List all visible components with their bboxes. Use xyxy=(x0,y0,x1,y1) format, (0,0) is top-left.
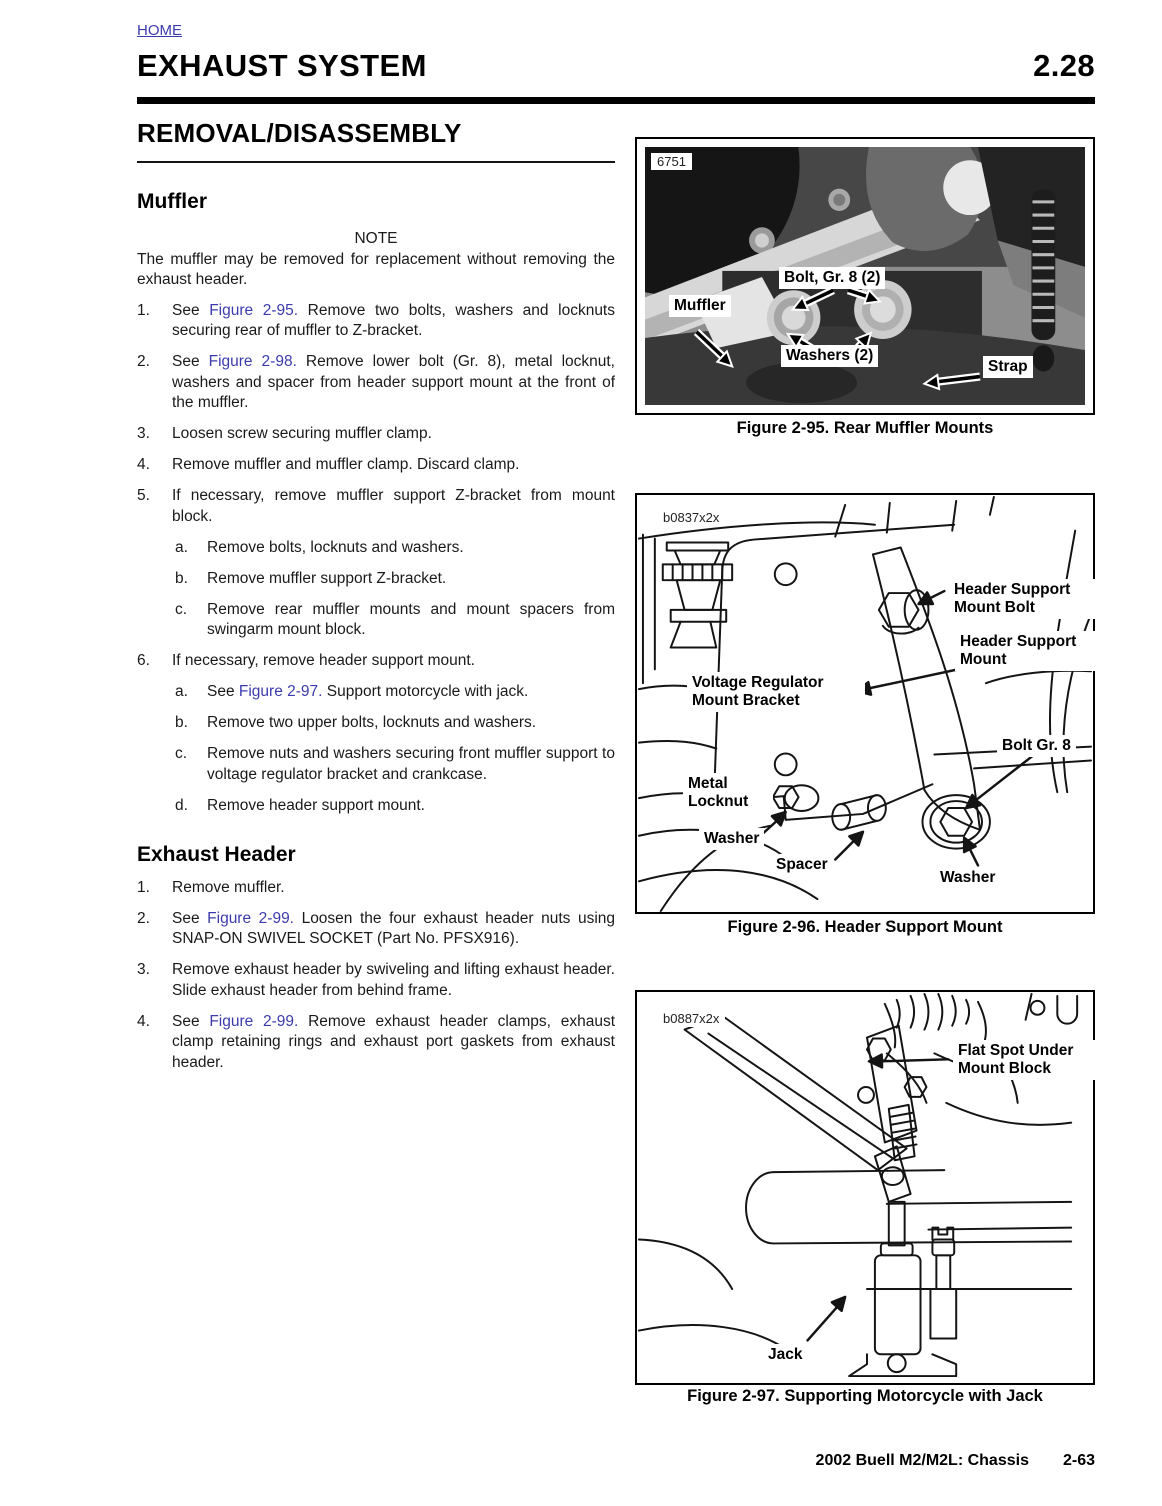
drawing-id-label: b0837x2x xyxy=(657,509,725,526)
callout-bolt-gr8: Bolt, Gr. 8 (2) xyxy=(779,267,885,289)
step-text: Remove header support mount. xyxy=(207,796,425,814)
figure-2-95-caption: Figure 2-95. Rear Muffler Mounts xyxy=(736,419,994,437)
callout-flat-spot-under-mount-block: Flat Spot Under Mount Block xyxy=(953,1040,1113,1080)
figure-2-95 xyxy=(635,137,1095,415)
step-text: Remove exhaust header by swiveling and lifting exhaust header. Slide exhaust header from behind frame. xyxy=(172,961,615,999)
substep xyxy=(175,569,615,590)
substep xyxy=(175,600,615,641)
note-label: NOTE xyxy=(354,230,398,247)
step-text: If necessary, remove muffler support Z-bracket from mount block. xyxy=(172,487,615,525)
figure-reference-link[interactable]: Figure 2-97. xyxy=(238,683,323,700)
subsection-heading-exhaust-header: Exhaust Header xyxy=(137,843,296,866)
callout-header-support-mount: Header Support Mount xyxy=(955,631,1105,671)
callout-metal-locknut: Metal Locknut xyxy=(683,773,773,813)
list-marker: a. xyxy=(175,538,188,556)
page-title: EXHAUST SYSTEM xyxy=(137,48,427,83)
step-text: Remove nuts and washers securing front muffler support to voltage regulator bracket and crankcase. xyxy=(207,745,615,783)
step-text: Loosen screw securing muffler clamp. xyxy=(172,425,432,442)
step-text: See Figure 2-97. Support motorcycle with jack. xyxy=(207,683,529,700)
figure-reference-link[interactable]: Figure 2-98. xyxy=(208,353,297,370)
substep xyxy=(175,538,615,559)
substep-group xyxy=(175,682,615,816)
step xyxy=(137,352,615,414)
substep xyxy=(175,796,615,817)
figure-2-97-caption: Figure 2-97. Supporting Motorcycle with Jack xyxy=(687,1387,1043,1405)
step xyxy=(137,909,615,950)
callout-voltage-regulator-mount-bracket: Voltage Regulator Mount Bracket xyxy=(687,672,865,712)
list-marker: b. xyxy=(175,714,188,731)
footer-page-number: 2-63 xyxy=(1062,1452,1095,1469)
step xyxy=(137,455,615,476)
section-number: 2.28 xyxy=(1033,48,1095,83)
list-marker: c. xyxy=(175,600,188,618)
list-marker: 3. xyxy=(137,425,150,442)
page-footer xyxy=(137,1452,1095,1470)
step xyxy=(137,301,615,342)
step-text: See Figure 2-98. Remove lower bolt (Gr. 8), metal locknut, washers and spacer from header support mount at the front of the muffler. xyxy=(172,353,615,411)
subsection-heading-muffler: Muffler xyxy=(137,190,207,213)
list-marker: 2. xyxy=(137,909,150,927)
step-text: See Figure 2-95. Remove two bolts, washers and locknuts securing rear of muffler to Z-bracket. xyxy=(172,301,615,339)
note-text: The muffler may be removed for replacement without removing the exhaust header. xyxy=(137,251,615,288)
step-text: See Figure 2-99. Loosen the four exhaust header nuts using SNAP-ON SWIVEL SOCKET (Part No. PFSX916). xyxy=(172,909,616,947)
page-header xyxy=(137,48,1095,84)
callout-jack: Jack xyxy=(763,1344,807,1366)
callout-washer-left: Washer xyxy=(699,828,764,850)
substep xyxy=(175,713,615,734)
list-marker: 1. xyxy=(137,301,150,319)
figure-2-96-caption: Figure 2-96. Header Support Mount xyxy=(727,918,1003,936)
header-rule xyxy=(137,97,1095,104)
figure-2-96 xyxy=(635,493,1095,914)
step xyxy=(137,1012,615,1074)
step-text: See Figure 2-99. Remove exhaust header clamps, exhaust clamp retaining rings and exhaust port gaskets from exhaust header. xyxy=(172,1012,615,1071)
callout-muffler: Muffler xyxy=(669,295,731,317)
section-heading-rule xyxy=(137,161,615,163)
callout-strap: Strap xyxy=(983,356,1033,378)
step-text: Remove rear muffler mounts and mount spacers from swingarm mount block. xyxy=(207,600,615,638)
substep xyxy=(175,682,615,703)
step-text: If necessary, remove header support mount. xyxy=(172,652,475,669)
step-text: Remove bolts, locknuts and washers. xyxy=(207,538,464,556)
step xyxy=(137,651,615,672)
exhaust-header-steps xyxy=(137,878,615,1074)
muffler-steps xyxy=(137,301,615,817)
figure-reference-link[interactable]: Figure 2-99. xyxy=(209,1012,299,1030)
callout-washers: Washers (2) xyxy=(781,345,878,367)
list-marker: 2. xyxy=(137,353,150,370)
drawing-id-label: b0887x2x xyxy=(657,1010,725,1027)
list-marker: 5. xyxy=(137,487,150,504)
step xyxy=(137,960,615,1001)
substep-group xyxy=(175,538,615,641)
list-marker: d. xyxy=(175,796,188,814)
list-marker: 1. xyxy=(137,878,150,896)
figure-reference-link[interactable]: Figure 2-95. xyxy=(209,301,299,319)
step-text: Remove two upper bolts, locknuts and washers. xyxy=(207,714,537,731)
callout-spacer: Spacer xyxy=(771,854,833,876)
list-marker: a. xyxy=(175,683,188,700)
list-marker: c. xyxy=(175,745,188,762)
step-text: Remove muffler. xyxy=(172,878,285,896)
list-marker: 3. xyxy=(137,961,150,978)
text-column xyxy=(137,118,615,1073)
list-marker: 4. xyxy=(137,1012,150,1030)
figure-2-97 xyxy=(635,990,1095,1385)
home-link[interactable]: HOME xyxy=(137,22,182,39)
step-text: Remove muffler and muffler clamp. Discard clamp. xyxy=(172,456,520,473)
figure-reference-link[interactable]: Figure 2-99. xyxy=(207,909,294,927)
step xyxy=(137,486,615,527)
step xyxy=(137,878,615,899)
callout-header-support-mount-bolt: Header Support Mount Bolt xyxy=(949,579,1099,619)
photo-id-label: 6751 xyxy=(651,153,692,170)
substep xyxy=(175,744,615,785)
step-text: Remove muffler support Z-bracket. xyxy=(207,569,447,587)
list-marker: 4. xyxy=(137,456,150,473)
section-heading: REMOVAL/DISASSEMBLY xyxy=(137,118,462,148)
list-marker: 6. xyxy=(137,652,150,669)
callout-washer-right: Washer xyxy=(935,867,1000,889)
footer-title: 2002 Buell M2/M2L: Chassis xyxy=(815,1452,1029,1469)
list-marker: b. xyxy=(175,569,188,587)
callout-bolt-gr8: Bolt Gr. 8 xyxy=(997,735,1076,757)
step xyxy=(137,424,615,445)
